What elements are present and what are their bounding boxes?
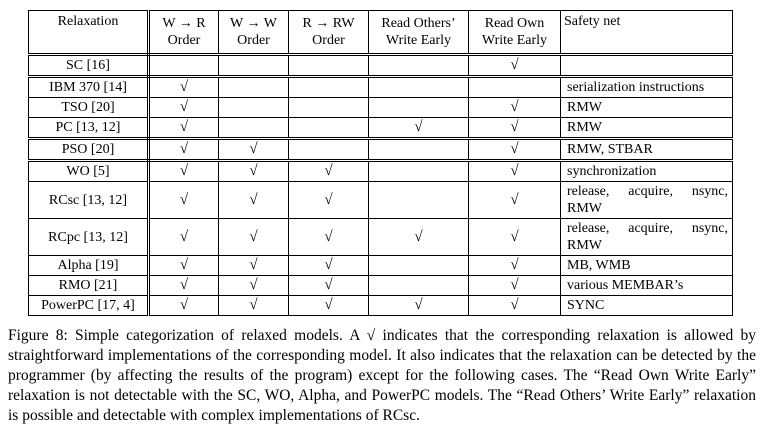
safety-net-line: RMW [567, 238, 602, 253]
safety-net-line: various MEMBAR’s [567, 278, 684, 293]
model-name: RCpc [13, 12] [29, 219, 149, 256]
safety-net-line: synchronization [567, 164, 657, 179]
header-r-rw-order [289, 11, 369, 55]
check-cell-r-rw [289, 118, 369, 139]
header-row [29, 11, 733, 55]
table-row [29, 219, 733, 256]
model-name: WO [5] [29, 161, 149, 182]
check-cell-read-others [369, 182, 469, 219]
header-w-w-order [219, 11, 289, 55]
check-cell-w-r: √ [149, 139, 219, 161]
caption-text: Simple categorization of relaxed models. A √ indicates that the corresponding relaxation is allowed by straightforward implementations of the corresponding model. It also indicates that the relaxation can be detected by the programmer (by affecting the results of the program) except for the following cases. The “Read Own Write Early” relaxation is not detectable with the SC, WO, Alpha, and PowerPC models. The “Read Others’ Write Early” relaxation is possible and detectable with complex implementations of RCsc. [8, 327, 756, 424]
table-row [29, 118, 733, 139]
header-read-own-line1: Read Own [484, 16, 545, 31]
check-cell-read-own: √ [469, 98, 561, 118]
safety-net-cell [561, 182, 733, 219]
check-cell-w-w [219, 55, 289, 77]
check-cell-r-rw [289, 55, 369, 77]
header-read-others-write-early [369, 11, 469, 55]
table-row [29, 55, 733, 77]
check-cell-r-rw [289, 139, 369, 161]
check-cell-r-rw: √ [289, 219, 369, 256]
safety-net-cell [561, 256, 733, 276]
check-cell-w-r: √ [149, 296, 219, 316]
table-row [29, 98, 733, 118]
safety-net-line: MB, WMB [567, 258, 631, 273]
safety-net-cell [561, 161, 733, 182]
check-cell-r-rw [289, 77, 369, 98]
safety-net-line: RMW [567, 201, 602, 216]
safety-net-line: release, acquire, nsync, [567, 184, 728, 199]
table-row [29, 77, 733, 98]
table-row [29, 296, 733, 316]
table-row [29, 256, 733, 276]
check-cell-read-others: √ [369, 219, 469, 256]
safety-net-cell [561, 55, 733, 77]
check-cell-w-w: √ [219, 182, 289, 219]
safety-net-line: RMW [567, 100, 602, 115]
check-cell-w-r: √ [149, 256, 219, 276]
table-row [29, 182, 733, 219]
check-cell-w-r [149, 55, 219, 77]
check-cell-w-r: √ [149, 182, 219, 219]
check-cell-w-w: √ [219, 296, 289, 316]
safety-net-line: RMW [567, 120, 602, 135]
header-safety-net: Safety net [561, 11, 733, 55]
header-relaxation: Relaxation [29, 11, 149, 55]
header-w-w-line1: W → W [230, 16, 277, 31]
model-name: RMO [21] [29, 276, 149, 296]
header-w-r-order [149, 11, 219, 55]
check-cell-w-r: √ [149, 219, 219, 256]
model-name: Alpha [19] [29, 256, 149, 276]
header-r-rw-line2: Order [312, 33, 345, 48]
model-name: TSO [20] [29, 98, 149, 118]
safety-net-line: SYNC [567, 298, 605, 313]
check-cell-w-w: √ [219, 276, 289, 296]
check-cell-read-others [369, 256, 469, 276]
check-cell-w-r: √ [149, 118, 219, 139]
check-cell-read-own: √ [469, 256, 561, 276]
safety-net-cell [561, 98, 733, 118]
check-cell-r-rw: √ [289, 256, 369, 276]
table-row [29, 139, 733, 161]
check-cell-w-w: √ [219, 161, 289, 182]
check-cell-r-rw: √ [289, 182, 369, 219]
check-cell-w-w [219, 98, 289, 118]
safety-net-cell [561, 77, 733, 98]
header-read-others-line2: Write Early [385, 33, 452, 48]
table-row [29, 276, 733, 296]
check-cell-read-others [369, 55, 469, 77]
check-cell-read-own: √ [469, 219, 561, 256]
model-name: PowerPC [17, 4] [29, 296, 149, 316]
check-cell-r-rw: √ [289, 276, 369, 296]
check-cell-w-w: √ [219, 139, 289, 161]
check-cell-w-w [219, 118, 289, 139]
check-cell-r-rw [289, 98, 369, 118]
safety-net-line: release, acquire, nsync, [567, 221, 728, 236]
safety-net-line: RMW, STBAR [567, 142, 653, 157]
safety-net-cell [561, 118, 733, 139]
check-cell-read-own: √ [469, 161, 561, 182]
check-cell-read-own: √ [469, 182, 561, 219]
check-cell-read-others [369, 98, 469, 118]
table-row [29, 161, 733, 182]
check-cell-w-r: √ [149, 98, 219, 118]
safety-net-cell [561, 276, 733, 296]
model-name: PC [13, 12] [29, 118, 149, 139]
check-cell-read-others [369, 276, 469, 296]
check-cell-w-r: √ [149, 161, 219, 182]
safety-net-line: serialization instructions [567, 80, 705, 95]
caption-label: Figure 8: [8, 327, 68, 344]
header-w-r-line1: W → R [162, 16, 206, 31]
check-cell-w-r: √ [149, 77, 219, 98]
header-read-own-line2: Write Early [481, 33, 548, 48]
check-cell-w-w: √ [219, 219, 289, 256]
safety-net-cell [561, 139, 733, 161]
table-body [29, 55, 733, 316]
header-r-rw-line1: R → RW [302, 16, 355, 31]
check-cell-read-others: √ [369, 118, 469, 139]
model-name: IBM 370 [14] [29, 77, 149, 98]
check-cell-w-r: √ [149, 276, 219, 296]
header-w-r-line2: Order [167, 33, 201, 48]
check-cell-read-own: √ [469, 118, 561, 139]
check-cell-read-own: √ [469, 139, 561, 161]
check-cell-read-own: √ [469, 55, 561, 77]
figure-caption [8, 326, 756, 426]
check-cell-read-own: √ [469, 296, 561, 316]
safety-net-cell [561, 296, 733, 316]
check-cell-w-w [219, 77, 289, 98]
safety-net-cell [561, 219, 733, 256]
check-cell-read-others [369, 77, 469, 98]
header-read-others-line1: Read Others’ [381, 16, 456, 31]
check-cell-r-rw: √ [289, 161, 369, 182]
header-read-own-write-early [469, 11, 561, 55]
check-cell-r-rw: √ [289, 296, 369, 316]
relaxation-table [28, 10, 733, 316]
header-w-w-line2: Order [237, 33, 270, 48]
check-cell-w-w: √ [219, 256, 289, 276]
check-cell-read-others: √ [369, 296, 469, 316]
model-name: RCsc [13, 12] [29, 182, 149, 219]
check-cell-read-own [469, 77, 561, 98]
model-name: PSO [20] [29, 139, 149, 161]
check-cell-read-others [369, 139, 469, 161]
check-cell-read-others [369, 161, 469, 182]
model-name: SC [16] [29, 55, 149, 77]
check-cell-read-own: √ [469, 276, 561, 296]
